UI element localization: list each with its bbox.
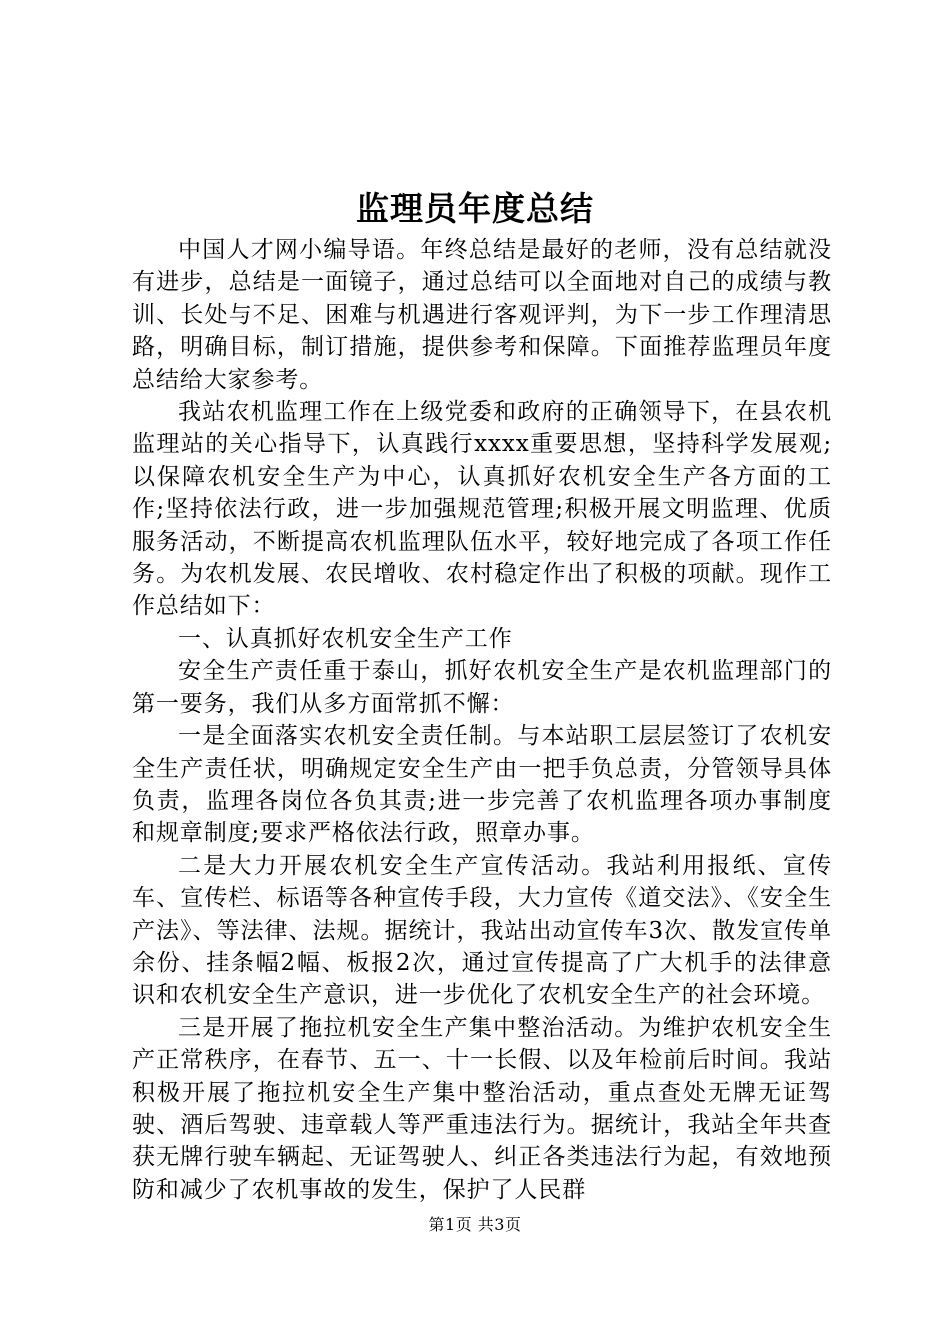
document-body <box>132 234 832 1206</box>
paragraph-point-3: 三是开展了拖拉机安全生产集中整治活动。为维护农机安全生产正常秩序，在春节、五一、十一长假、以及年检前后时间。我站积极开展了拖拉机安全生产集中整治活动，重点查处无牌无证驾驶、酒后驾驶、违章载人等严重违法行为。据统计，我站全年共查获无牌行驶车辆起、无证驾驶人、纠正各类违法行为起，有效地预防和减少了农机事故的发生，保护了人民群 <box>132 1014 832 1203</box>
page-number-footer: 第1页 共3页 <box>428 1215 522 1234</box>
paragraph-point-1: 一是全面落实农机安全责任制。与本站职工层层签订了农机安全生产责任状，明确规定安全生产由一把手负总责，分管领导具体负责，监理各岗位各负其责;进一步完善了农机监理各项办事制度和规章制度;要求严格依法行政，照章办事。 <box>132 723 832 847</box>
paragraph-safety: 安全生产责任重于泰山，抓好农机安全生产是农机监理部门的第一要务，我们从多方面常抓不懈： <box>132 658 832 717</box>
paragraph-point-2: 二是大力开展农机安全生产宣传活动。我站利用报纸、宣传车、宣传栏、标语等各种宣传手段，大力宣传《道交法》、《安全生产法》、等法律、法规。据统计，我站出动宣传车3次、散发宣传单余份、挂条幅2幅、板报2次，通过宣传提高了广大机手的法律意识和农机安全生产意识，进一步优化了农机安全生产的社会环境。 <box>132 852 832 1009</box>
section-heading-1: 一、认真抓好农机安全生产工作 <box>178 625 513 652</box>
paragraph-intro: 中国人才网小编导语。年终总结是最好的老师，没有总结就没有进步，总结是一面镜子，通过总结可以全面地对自己的成绩与教训、长处与不足、困难与机遇进行客观评判，为下一步工作理清思路，明确目标，制订措施，提供参考和保障。下面推荐监理员年度总结给大家参考。 <box>132 237 832 393</box>
paragraph-overview: 我站农机监理工作在上级党委和政府的正确领导下，在县农机监理站的关心指导下，认真践行xxxx重要思想，坚持科学发展观;以保障农机安全生产为中心，认真抓好农机安全生产各方面的工作;坚持依法行政，进一步加强规范管理;积极开展文明监理、优质服务活动，不断提高农机监理队伍水平，较好地完成了各项工作任务。为农机发展、农民增收、农村稳定作出了积极的项献。现作工作总结如下： <box>132 399 832 620</box>
document-title: 监理员年度总结 <box>356 189 594 228</box>
